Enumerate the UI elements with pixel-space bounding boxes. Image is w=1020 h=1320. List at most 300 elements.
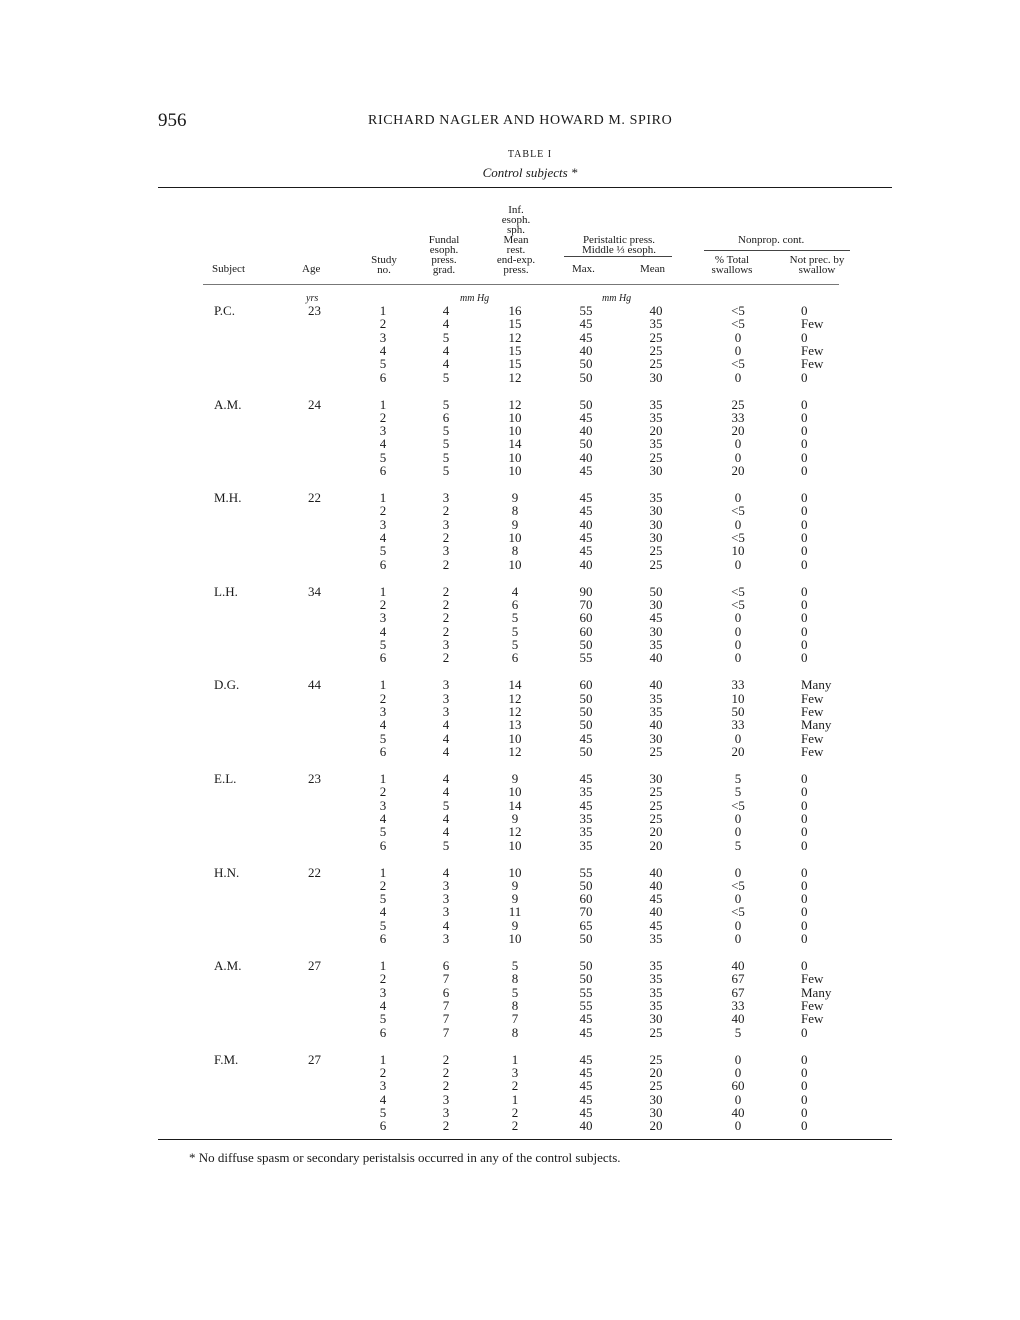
inf-pressure-cell: 10 (508, 449, 522, 465)
not-prec-cell: 0 (801, 503, 808, 519)
study-no-cell: 2 (379, 877, 387, 893)
peri-max-cell: 45 (579, 1024, 593, 1040)
inf-pressure-cell: 11 (508, 904, 522, 920)
total-swallows-cell: 50 (731, 703, 745, 719)
study-no-cell: 1 (379, 490, 387, 506)
peri-max-cell: 40 (579, 449, 593, 465)
total-swallows-cell: <5 (731, 356, 745, 372)
peri-mean-cell: 35 (649, 971, 663, 987)
total-swallows-cell: 0 (734, 636, 742, 652)
fundal-cell: 7 (442, 1011, 450, 1027)
fundal-cell: 3 (442, 543, 450, 559)
study-no-cell: 5 (379, 730, 387, 746)
fundal-cell: 4 (442, 316, 450, 332)
inf-pressure-cell: 9 (511, 771, 519, 786)
peri-max-cell: 45 (579, 1091, 593, 1107)
study-no-cell: 2 (379, 503, 387, 519)
header-not-prec (782, 255, 852, 275)
header-line: % Total (714, 254, 750, 266)
inf-pressure-cell: 9 (511, 810, 519, 826)
study-no-cell: 5 (379, 1011, 387, 1027)
study-no-cell: 2 (379, 971, 387, 987)
peri-mean-cell: 30 (649, 623, 663, 639)
total-swallows-cell: 5 (734, 837, 742, 853)
not-prec-cell: Few (801, 971, 824, 987)
fundal-cell: 2 (442, 597, 450, 613)
not-prec-cell: 0 (801, 784, 808, 800)
study-no-cell: 2 (379, 1065, 387, 1081)
peri-max-cell: 45 (579, 463, 593, 479)
study-no-cell: 4 (379, 1091, 387, 1107)
not-prec-cell: 0 (801, 877, 808, 893)
running-head: RICHARD NAGLER AND HOWARD M. SPIRO (368, 113, 673, 128)
not-prec-cell: 0 (801, 1104, 808, 1120)
study-no-cell: 4 (379, 623, 387, 639)
inf-pressure-cell: 15 (508, 342, 522, 358)
study-no-cell: 6 (379, 463, 387, 479)
fundal-cell: 5 (442, 436, 450, 452)
not-prec-cell: 0 (801, 449, 808, 465)
inf-pressure-cell: 10 (508, 837, 522, 853)
total-swallows-cell: <5 (731, 583, 745, 599)
study-no-cell: 6 (379, 1118, 387, 1134)
not-prec-cell: 0 (801, 1091, 808, 1107)
header-line: press. (503, 264, 529, 276)
header-line: Study (371, 254, 397, 266)
inf-pressure-cell: 4 (511, 583, 519, 599)
total-swallows-cell: 0 (734, 436, 742, 452)
not-prec-cell: 0 (801, 837, 808, 853)
peri-mean-cell: 30 (649, 730, 663, 746)
subject-age: 27 (308, 1051, 321, 1067)
peri-max-cell: 90 (579, 583, 593, 599)
inf-pressure-cell: 10 (508, 864, 522, 880)
inf-pressure-cell: 9 (511, 877, 519, 893)
not-prec-cell: 0 (801, 597, 808, 613)
header-line: Not prec. by (789, 254, 845, 266)
study-no-cell: 3 (379, 1078, 387, 1094)
peri-max-cell: 50 (579, 636, 593, 652)
not-prec-cell: Few (801, 342, 824, 358)
study-no-cell: 1 (379, 771, 387, 786)
peri-mean-cell: 35 (649, 436, 663, 452)
peri-max-cell: 45 (579, 530, 593, 546)
not-prec-cell: 0 (801, 369, 808, 385)
subject-age: 22 (308, 490, 321, 506)
not-prec-cell: Few (801, 730, 824, 746)
table-top-rule (158, 187, 892, 188)
header-line: Fundal (428, 234, 460, 246)
not-prec-cell: 0 (801, 409, 808, 425)
study-no-cell: 3 (379, 516, 387, 532)
not-prec-cell: 0 (801, 436, 808, 452)
peri-mean-cell: 25 (649, 784, 663, 800)
peri-mean-cell: 35 (649, 490, 663, 506)
total-swallows-cell: 20 (731, 463, 745, 479)
peri-mean-cell: 25 (649, 797, 663, 813)
peri-max-cell: 50 (579, 931, 593, 947)
inf-pressure-cell: 14 (508, 436, 522, 452)
peri-mean-cell: 40 (649, 650, 663, 666)
peri-max-cell: 55 (579, 864, 593, 880)
fundal-cell: 5 (442, 329, 450, 345)
peri-mean-cell: 40 (649, 904, 663, 920)
study-no-cell: 3 (379, 423, 387, 439)
study-no-cell: 1 (379, 583, 387, 599)
fundal-cell: 4 (442, 810, 450, 826)
study-no-cell: 4 (379, 342, 387, 358)
inf-pressure-cell: 8 (511, 998, 519, 1014)
study-no-cell: 4 (379, 810, 387, 826)
peri-mean-cell: 45 (649, 610, 663, 626)
total-swallows-cell: 40 (731, 1011, 745, 1027)
total-swallows-cell: 40 (731, 958, 745, 974)
inf-pressure-cell: 12 (508, 824, 522, 840)
total-swallows-cell: 10 (731, 690, 745, 706)
not-prec-cell: 0 (801, 623, 808, 639)
total-swallows-cell: 33 (731, 998, 745, 1014)
inf-pressure-cell: 10 (508, 409, 522, 425)
fundal-cell: 4 (442, 342, 450, 358)
header-line: end-exp. (496, 254, 536, 266)
peri-max-cell: 40 (579, 423, 593, 439)
fundal-cell: 2 (442, 610, 450, 626)
total-swallows-cell: 0 (734, 556, 742, 572)
study-no-cell: 2 (379, 597, 387, 613)
study-no-cell: 5 (379, 1104, 387, 1120)
peri-mean-cell: 50 (649, 583, 663, 599)
study-no-cell: 5 (379, 356, 387, 372)
peri-mean-cell: 45 (649, 891, 663, 907)
subject-name: H.N. (214, 864, 240, 880)
peri-max-cell: 50 (579, 369, 593, 385)
peri-max-cell: 40 (579, 516, 593, 532)
not-prec-cell: Few (801, 316, 824, 332)
peri-max-cell: 45 (579, 1065, 593, 1081)
study-no-cell: 6 (379, 1024, 387, 1040)
inf-pressure-cell: 12 (508, 690, 522, 706)
peri-max-cell: 45 (579, 329, 593, 345)
peri-max-cell: 50 (579, 743, 593, 759)
inf-pressure-cell: 12 (508, 329, 522, 345)
peri-mean-cell: 25 (649, 449, 663, 465)
total-swallows-cell: <5 (731, 797, 745, 813)
study-no-cell: 4 (379, 904, 387, 920)
fundal-cell: 5 (442, 797, 450, 813)
peri-mean-cell: 30 (649, 369, 663, 385)
study-no-cell: 5 (379, 449, 387, 465)
not-prec-cell: 0 (801, 490, 808, 506)
not-prec-cell: 0 (801, 1118, 808, 1134)
header-peri-mean: Mean (640, 263, 666, 275)
peri-mean-cell: 30 (649, 503, 663, 519)
study-no-cell: 6 (379, 931, 387, 947)
header-line: grad. (432, 264, 456, 276)
peri-mean-cell: 35 (649, 931, 663, 947)
fundal-cell: 2 (442, 556, 450, 572)
peri-mean-cell: 30 (649, 516, 663, 532)
fundal-cell: 2 (442, 1051, 450, 1067)
header-bottom-rule (203, 284, 839, 285)
peri-mean-cell: 30 (649, 1091, 663, 1107)
inf-pressure-cell: 10 (508, 463, 522, 479)
peri-mean-cell: 35 (649, 958, 663, 974)
total-swallows-cell: 33 (731, 409, 745, 425)
total-swallows-cell: 33 (731, 677, 745, 693)
header-total-swallows (706, 255, 758, 275)
inf-pressure-cell: 8 (511, 543, 519, 559)
peri-max-cell: 45 (579, 1051, 593, 1067)
header-line: Mean (503, 234, 529, 246)
peri-mean-cell: 30 (649, 597, 663, 613)
header-peristaltic (566, 235, 672, 255)
inf-pressure-cell: 8 (511, 503, 519, 519)
subject-age: 24 (308, 396, 321, 412)
fundal-cell: 2 (442, 1118, 450, 1134)
inf-pressure-cell: 12 (508, 369, 522, 385)
fundal-cell: 3 (442, 690, 450, 706)
peri-max-cell: 45 (579, 543, 593, 559)
peri-max-cell: 45 (579, 1104, 593, 1120)
total-swallows-cell: <5 (731, 877, 745, 893)
peri-max-cell: 70 (579, 597, 593, 613)
inf-pressure-cell: 10 (508, 423, 522, 439)
peri-max-cell: 45 (579, 730, 593, 746)
fundal-cell: 5 (442, 369, 450, 385)
total-swallows-cell: 0 (734, 650, 742, 666)
inf-pressure-cell: 8 (511, 971, 519, 987)
study-no-cell: 4 (379, 717, 387, 733)
inf-pressure-cell: 9 (511, 490, 519, 506)
peri-max-cell: 45 (579, 797, 593, 813)
fundal-cell: 4 (442, 771, 450, 786)
inf-pressure-cell: 15 (508, 356, 522, 372)
header-line: esoph. (429, 244, 459, 256)
not-prec-cell: 0 (801, 543, 808, 559)
fundal-cell: 2 (442, 623, 450, 639)
subject-age: 23 (308, 771, 321, 786)
subject-name: M.H. (214, 490, 242, 506)
total-swallows-cell: <5 (731, 530, 745, 546)
inf-pressure-cell: 2 (511, 1104, 519, 1120)
table-caption: Control subjects * (482, 165, 578, 180)
inf-pressure-cell: 9 (511, 891, 519, 907)
peri-mean-cell: 35 (649, 409, 663, 425)
not-prec-cell: 0 (801, 1078, 808, 1094)
inf-pressure-cell: 15 (508, 316, 522, 332)
study-no-cell: 6 (379, 369, 387, 385)
peri-max-cell: 45 (579, 771, 593, 786)
total-swallows-cell: 0 (734, 342, 742, 358)
study-no-cell: 1 (379, 396, 387, 412)
study-no-cell: 4 (379, 998, 387, 1014)
inf-pressure-cell: 10 (508, 784, 522, 800)
peri-max-cell: 45 (579, 503, 593, 519)
total-swallows-cell: 0 (734, 610, 742, 626)
fundal-cell: 2 (442, 530, 450, 546)
peri-mean-cell: 20 (649, 824, 663, 840)
not-prec-cell: 0 (801, 1051, 808, 1067)
peri-mean-cell: 40 (649, 303, 663, 318)
total-swallows-cell: 0 (734, 824, 742, 840)
fundal-cell: 5 (442, 423, 450, 439)
study-no-cell: 2 (379, 690, 387, 706)
inf-pressure-cell: 6 (511, 650, 519, 666)
not-prec-cell: Few (801, 690, 824, 706)
total-swallows-cell: 0 (734, 1091, 742, 1107)
study-no-cell: 5 (379, 891, 387, 907)
fundal-cell: 4 (442, 356, 450, 372)
inf-pressure-cell: 10 (508, 556, 522, 572)
header-inf-esoph (484, 205, 548, 275)
study-no-cell: 1 (379, 958, 387, 974)
peri-max-cell: 35 (579, 810, 593, 826)
fundal-cell: 3 (442, 1104, 450, 1120)
peri-mean-cell: 25 (649, 329, 663, 345)
subject-age: 23 (308, 303, 321, 318)
total-swallows-cell: 0 (734, 329, 742, 345)
total-swallows-cell: 0 (734, 730, 742, 746)
peri-max-cell: 70 (579, 904, 593, 920)
not-prec-cell: 0 (801, 810, 808, 826)
peri-mean-cell: 25 (649, 356, 663, 372)
study-no-cell: 4 (379, 530, 387, 546)
table-label: TABLE I (507, 149, 553, 160)
fundal-cell: 4 (442, 303, 450, 318)
not-prec-cell: 0 (801, 917, 808, 933)
peri-mean-cell: 40 (649, 677, 663, 693)
header-line: press. (431, 254, 457, 266)
not-prec-cell: 0 (801, 931, 808, 947)
study-no-cell: 5 (379, 917, 387, 933)
peri-mean-cell: 25 (649, 1024, 663, 1040)
total-swallows-cell: 67 (731, 984, 745, 1000)
total-swallows-cell: 0 (734, 917, 742, 933)
inf-pressure-cell: 8 (511, 1024, 519, 1040)
not-prec-cell: 0 (801, 904, 808, 920)
total-swallows-cell: <5 (731, 904, 745, 920)
study-no-cell: 3 (379, 797, 387, 813)
subject-age: 44 (308, 677, 321, 693)
peri-mean-cell: 20 (649, 837, 663, 853)
fundal-cell: 2 (442, 650, 450, 666)
not-prec-cell: 0 (801, 329, 808, 345)
inf-pressure-cell: 1 (511, 1051, 519, 1067)
inf-pressure-cell: 5 (511, 636, 519, 652)
total-swallows-cell: 5 (734, 771, 742, 786)
fundal-cell: 7 (442, 971, 450, 987)
peri-max-cell: 50 (579, 877, 593, 893)
inf-pressure-cell: 7 (511, 1011, 519, 1027)
total-swallows-cell: 25 (731, 396, 745, 412)
peri-mean-cell: 20 (649, 423, 663, 439)
study-no-cell: 2 (379, 316, 387, 332)
total-swallows-cell: <5 (731, 303, 745, 318)
total-swallows-cell: 33 (731, 717, 745, 733)
subject-age: 22 (308, 864, 321, 880)
peri-max-cell: 35 (579, 824, 593, 840)
peri-mean-cell: 30 (649, 530, 663, 546)
not-prec-cell: 0 (801, 824, 808, 840)
not-prec-cell: 0 (801, 891, 808, 907)
peri-max-cell: 50 (579, 971, 593, 987)
peri-mean-cell: 25 (649, 543, 663, 559)
peri-mean-cell: 25 (649, 556, 663, 572)
peri-max-cell: 40 (579, 556, 593, 572)
peri-mean-cell: 25 (649, 342, 663, 358)
inf-pressure-cell: 5 (511, 623, 519, 639)
not-prec-cell: Few (801, 1011, 824, 1027)
fundal-cell: 5 (442, 396, 450, 412)
not-prec-cell: 0 (801, 771, 808, 786)
peri-mean-cell: 35 (649, 984, 663, 1000)
total-swallows-cell: 0 (734, 1051, 742, 1067)
fundal-cell: 4 (442, 784, 450, 800)
header-age: Age (302, 263, 321, 275)
total-swallows-cell: 5 (734, 1024, 742, 1040)
not-prec-cell: 0 (801, 636, 808, 652)
inf-pressure-cell: 12 (508, 703, 522, 719)
peri-max-cell: 45 (579, 1011, 593, 1027)
peri-max-cell: 50 (579, 396, 593, 412)
fundal-cell: 5 (442, 837, 450, 853)
not-prec-cell: Few (801, 743, 824, 759)
peri-max-cell: 50 (579, 690, 593, 706)
study-no-cell: 5 (379, 824, 387, 840)
peri-mean-cell: 30 (649, 1011, 663, 1027)
peri-mean-cell: 20 (649, 1065, 663, 1081)
header-line: Peristaltic press. (582, 234, 656, 246)
not-prec-cell: 0 (801, 556, 808, 572)
peristaltic-span-rule (564, 256, 672, 257)
fundal-cell: 6 (442, 409, 450, 425)
fundal-cell: 5 (442, 449, 450, 465)
header-line: swallows (711, 264, 753, 276)
total-swallows-cell: 67 (731, 971, 745, 987)
peri-mean-cell: 35 (649, 396, 663, 412)
total-swallows-cell: 20 (731, 743, 745, 759)
peri-mean-cell: 35 (649, 636, 663, 652)
inf-pressure-cell: 10 (508, 931, 522, 947)
peri-max-cell: 35 (579, 784, 593, 800)
not-prec-cell: 0 (801, 516, 808, 532)
inf-pressure-cell: 9 (511, 917, 519, 933)
total-swallows-cell: 0 (734, 864, 742, 880)
total-swallows-cell: 0 (734, 810, 742, 826)
fundal-cell: 4 (442, 717, 450, 733)
total-swallows-cell: <5 (731, 597, 745, 613)
peri-mean-cell: 25 (649, 743, 663, 759)
fundal-cell: 3 (442, 877, 450, 893)
total-swallows-cell: <5 (731, 316, 745, 332)
peri-max-cell: 60 (579, 677, 593, 693)
study-no-cell: 6 (379, 556, 387, 572)
fundal-cell: 4 (442, 824, 450, 840)
fundal-cell: 2 (442, 503, 450, 519)
peri-mean-cell: 25 (649, 1078, 663, 1094)
header-line: Inf. (508, 204, 524, 216)
peri-max-cell: 40 (579, 1118, 593, 1134)
header-subject: Subject (212, 263, 245, 275)
total-swallows-cell: 0 (734, 490, 742, 506)
fundal-cell: 2 (442, 1065, 450, 1081)
not-prec-cell: 0 (801, 1065, 808, 1081)
peri-max-cell: 65 (579, 917, 593, 933)
study-no-cell: 3 (379, 984, 387, 1000)
total-swallows-cell: 0 (734, 1118, 742, 1134)
peri-max-cell: 55 (579, 303, 593, 318)
fundal-cell: 3 (442, 490, 450, 506)
